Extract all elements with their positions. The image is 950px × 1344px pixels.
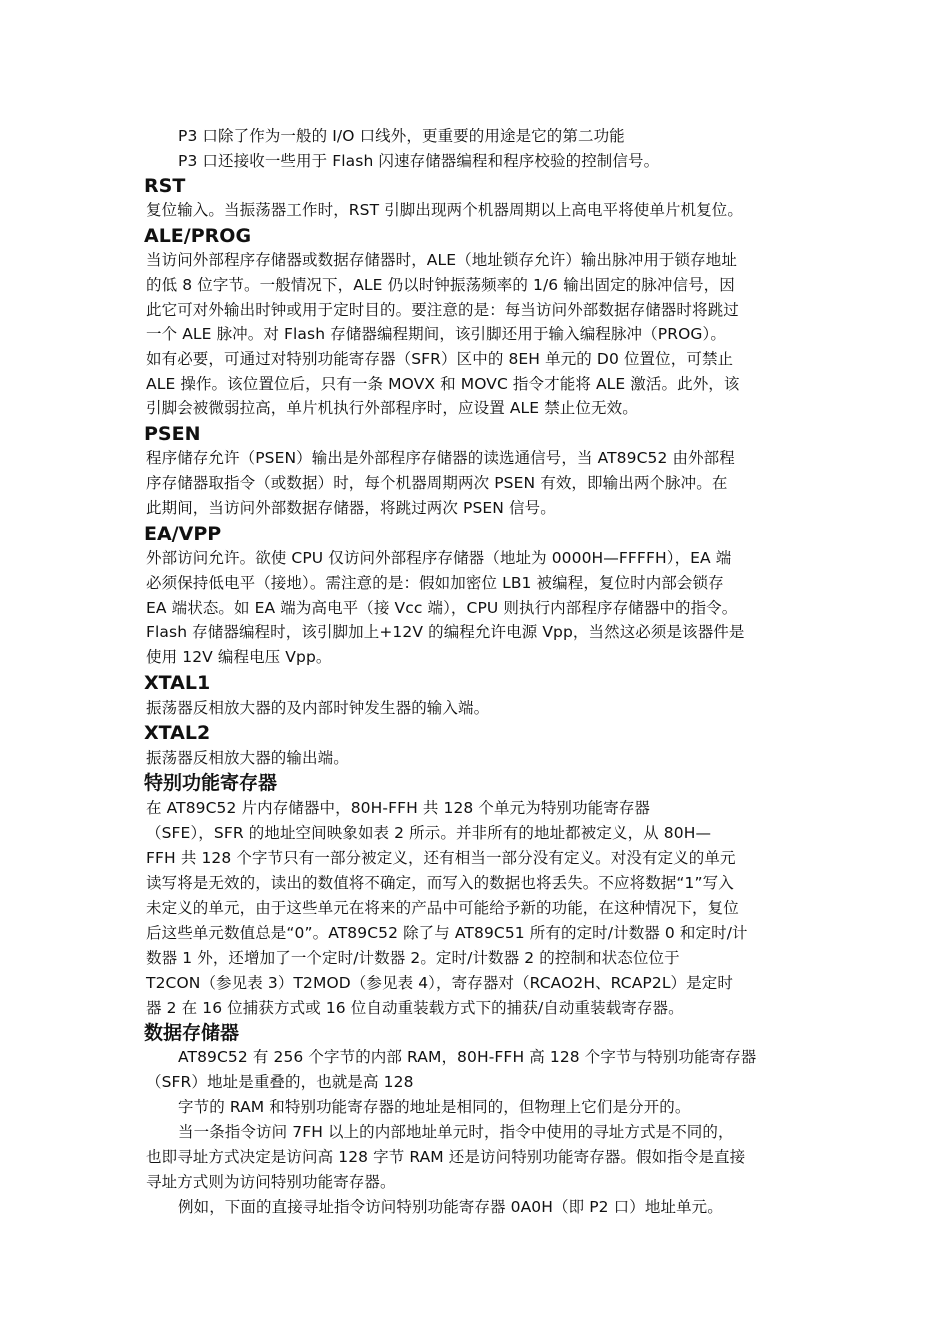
sfr-paragraph-line: T2CON（参见表 3）T2MOD（参见表 4），寄存器对（RCAO2H、RCAP2L）是定时 [146,974,733,992]
section-heading-xtal1: XTAL1 [144,672,211,694]
section-heading-ea-vpp: EA/VPP [144,523,222,545]
ram-paragraph-line: 当一条指令访问 7FH 以上的内部地址单元时，指令中使用的寻址方式是不同的， [178,1123,734,1141]
section-heading-rst: RST [144,175,186,197]
sfr-paragraph-line: 后这些单元数值总是“0”。AT89C52 除了与 AT89C51 所有的定时/计数器 0 和定时/计 [146,924,748,942]
ale-paragraph-line: 当访问外部程序存储器或数据存储器时，ALE（地址锁存允许）输出脉冲用于锁存地址 [146,251,737,269]
section-heading-sfr: 特别功能寄存器 [144,772,278,794]
ea-paragraph-line: 使用 12V 编程电压 Vpp。 [146,648,332,666]
ea-paragraph-line: Flash 存储器编程时，该引脚加上+12V 的编程允许电源 Vpp，当然这必须是该器件是 [146,623,745,641]
ram-paragraph-line: 寻址方式则为访问特别功能寄存器。 [146,1173,396,1191]
sfr-paragraph-line: 未定义的单元，由于这些单元在将来的产品中可能给予新的功能，在这种情况下，复位 [146,899,739,917]
psen-paragraph-line: 程序储存允许（PSEN）输出是外部程序存储器的读选通信号，当 AT89C52 由外部程 [146,449,735,467]
intro-line-2: P3 口还接收一些用于 Flash 闪速存储器编程和程序校验的控制信号。 [178,152,660,170]
ram-paragraph-line: 字节的 RAM 和特别功能寄存器的地址是相同的，但物理上它们是分开的。 [178,1098,691,1116]
ram-paragraph-line: （SFR）地址是重叠的，也就是高 128 [146,1073,414,1091]
ale-paragraph-line: 如有必要，可通过对特别功能寄存器（SFR）区中的 8EH 单元的 D0 位置位，可禁止 [146,350,734,368]
rst-paragraph-line: 复位输入。当振荡器工作时，RST 引脚出现两个机器周期以上高电平将使单片机复位。 [146,201,744,219]
sfr-paragraph-line: 器 2 在 16 位捕获方式或 16 位自动重装载方式下的捕获/自动重装载寄存器。 [146,999,684,1017]
xtal1-paragraph-line: 振荡器反相放大器的及内部时钟发生器的输入端。 [146,699,490,717]
section-heading-psen: PSEN [144,423,201,445]
sfr-paragraph-line: （SFE），SFR 的地址空间映象如表 2 所示。并非所有的地址都被定义，从 80H— [146,824,712,842]
section-heading-ale-prog: ALE/PROG [144,225,252,247]
ale-paragraph-line: 一个 ALE 脉冲。对 Flash 存储器编程期间，该引脚还用于输入编程脉冲（PROG）。 [146,325,726,343]
ale-paragraph-line: 引脚会被微弱拉高，单片机执行外部程序时，应设置 ALE 禁止位无效。 [146,399,638,417]
ram-paragraph-line: AT89C52 有 256 个字节的内部 RAM，80H-FFH 高 128 个字节与特别功能寄存器 [178,1048,757,1066]
sfr-paragraph-line: FFH 共 128 个字节只有一部分被定义，还有相当一部分没有定义。对没有定义的单元 [146,849,736,867]
section-heading-data-memory: 数据存储器 [144,1022,240,1044]
ea-paragraph-line: EA 端状态。如 EA 端为高电平（接 Vcc 端），CPU 则执行内部程序存储器中的指令。 [146,599,738,617]
sfr-paragraph-line: 读写将是无效的，读出的数值将不确定，而写入的数据也将丢失。不应将数据“1”写入 [146,874,734,892]
psen-paragraph-line: 此期间，当访问外部数据存储器，将跳过两次 PSEN 信号。 [146,499,556,517]
ea-paragraph-line: 必须保持低电平（接地）。需注意的是：假如加密位 LB1 被编程，复位时内部会锁存 [146,574,724,592]
ale-paragraph-line: ALE 操作。该位置位后，只有一条 MOVX 和 MOVC 指令才能将 ALE 激活。此外，该 [146,375,740,393]
section-heading-xtal2: XTAL2 [144,722,211,744]
intro-line-1: P3 口除了作为一般的 I/O 口线外，更重要的用途是它的第二功能 [178,127,625,145]
ale-paragraph-line: 此它可对外输出时钟或用于定时目的。要注意的是：每当访问外部数据存储器时将跳过 [146,301,739,319]
ea-paragraph-line: 外部访问允许。欲使 CPU 仅访问外部程序存储器（地址为 0000H—FFFFH），EA 端 [146,549,732,567]
sfr-paragraph-line: 数器 1 外，还增加了一个定时/计数器 2。定时/计数器 2 的控制和状态位位于 [146,949,680,967]
psen-paragraph-line: 序存储器取指令（或数据）时，每个机器周期两次 PSEN 有效，即输出两个脉冲。在 [146,474,728,492]
xtal2-paragraph-line: 振荡器反相放大器的输出端。 [146,749,349,767]
ram-paragraph-line: 例如，下面的直接寻址指令访问特别功能寄存器 0A0H（即 P2 口）地址单元。 [178,1198,723,1216]
sfr-paragraph-line: 在 AT89C52 片内存储器中，80H-FFH 共 128 个单元为特别功能寄存器 [146,799,651,817]
ram-paragraph-line: 也即寻址方式决定是访问高 128 字节 RAM 还是访问特别功能寄存器。假如指令是直接 [146,1148,746,1166]
ale-paragraph-line: 的低 8 位字节。一般情况下，ALE 仍以时钟振荡频率的 1/6 输出固定的脉冲信号，因 [146,276,735,294]
